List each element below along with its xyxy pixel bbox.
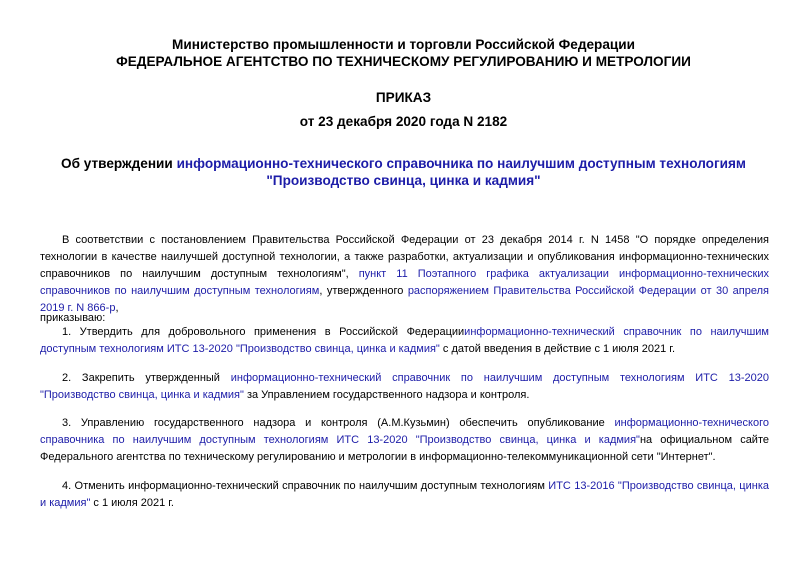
agency-name: ФЕДЕРАЛЬНОЕ АГЕНТСТВО ПО ТЕХНИЧЕСКОМУ РЕГУЛИРОВАНИЮ И МЕТРОЛОГИИ (116, 54, 691, 69)
document-type: ПРИКАЗ (375, 90, 432, 105)
item-4-link[interactable]: ИТС 13-2016 "Производство свинца, цинка и кадмия" (40, 480, 769, 509)
item-2-text: 2. Закрепить утвержденный (62, 372, 231, 384)
item-3-tail: на официальном сайте Федерального агентства по техническому регулированию и метрологии в информационно-телекоммуникационной сети "Интернет". (40, 434, 769, 463)
item-3 (40, 415, 769, 466)
preamble-text-1: В соответствии с постановлением Правительства Российской Федерации от 23 декабря 2014 г. N 1458 "О порядке определения технологии в качестве наилучшей доступной технологии, а также разработки, актуализации и опубликования информационно-технических справочников по наилучшим доступным технологиям", (40, 234, 769, 280)
document-date-number: от 23 декабря 2020 года N 2182 (299, 114, 508, 129)
item-4 (40, 478, 769, 512)
item-2-link[interactable]: информационно-технический справочник по наилучшим доступным технологиям ИТС 13-2020 "Производство свинца, цинка и кадмия" (40, 372, 769, 401)
item-3-text: 3. Управлению государственного надзора и контроля (А.М.Кузьмин) обеспечить опубликование (62, 417, 615, 429)
item-1 (40, 324, 769, 358)
title-link-line2[interactable]: "Производство свинца, цинка и кадмия" (266, 173, 541, 188)
item-2-tail: за Управлением государственного надзора и контроля. (243, 389, 530, 401)
preamble-text-2: , утвержденного (319, 285, 408, 297)
ministry-name: Министерство промышленности и торговли Российской Федерации (172, 37, 635, 52)
item-1-text: 1. Утвердить для добровольного применения в Российской Федерации (62, 326, 465, 338)
government-order-link[interactable]: распоряжением Правительства Российской Федерации от 30 апреля 2019 г. N 866-р (40, 285, 769, 314)
preamble-text-3: , (115, 302, 119, 314)
schedule-link[interactable]: пункт 11 Поэтапного графика актуализации информационно-технических справочников по наилучшим доступным технологиям (40, 268, 769, 297)
item-3-link[interactable]: информационно-технического справочника по наилучшим доступным технологиям ИТС 13-2020 "Производство свинца, цинка и кадмия" (40, 417, 769, 446)
order-word: приказываю: (40, 312, 106, 324)
preamble-paragraph (40, 232, 769, 317)
item-4-text: 4. Отменить информационно-технический справочник по наилучшим доступным технологиям (62, 480, 549, 492)
item-4-tail: с 1 июля 2021 г. (90, 497, 174, 509)
document-title (0, 155, 807, 189)
title-prefix: Об утверждении (61, 156, 177, 171)
title-link-line1[interactable]: информационно-технического справочника по наилучшим доступным технологиям (176, 156, 746, 171)
item-2 (40, 370, 769, 404)
item-1-link[interactable]: информационно-технический справочник по наилучшим доступным технологиям ИТС 13-2020 "Производство свинца, цинка и кадмия" (40, 326, 769, 355)
item-1-tail: с датой введения в действие с 1 июля 2021 г. (439, 343, 676, 355)
